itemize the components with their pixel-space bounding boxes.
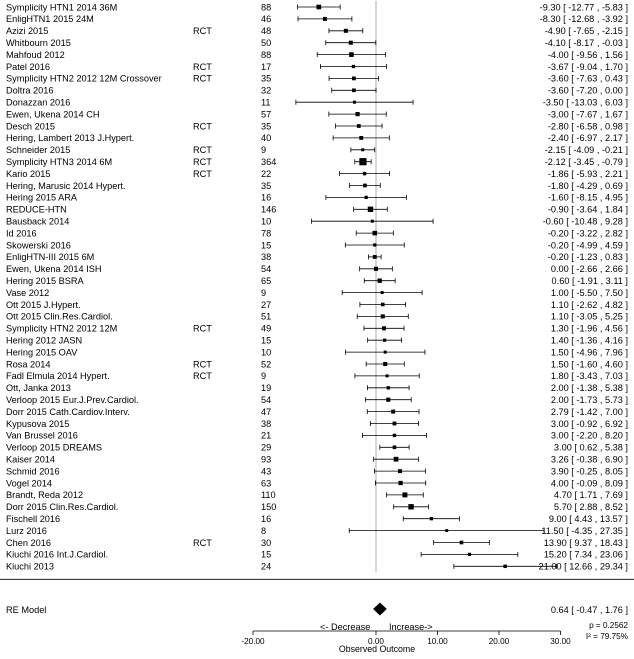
sample-size: 19 <box>261 383 272 394</box>
study-design: RCT <box>193 537 212 548</box>
sample-size: 38 <box>261 252 272 263</box>
point-estimate <box>349 41 353 45</box>
study-row <box>6 14 628 24</box>
study-row <box>6 98 628 108</box>
sample-size: 9 <box>261 371 267 382</box>
effect-ci-text: 3.26 [ -0.38 , 6.90 ] <box>550 454 628 465</box>
point-estimate <box>359 136 363 140</box>
study-row <box>6 347 628 357</box>
point-estimate <box>430 517 433 520</box>
effect-ci-text: -0.90 [ -3.64 , 1.84 ] <box>547 204 628 215</box>
point-estimate <box>352 65 355 68</box>
effect-ci-text: 0.60 [ -1.91 , 3.11 ] <box>551 276 628 286</box>
point-estimate <box>371 220 374 223</box>
point-estimate <box>393 445 397 449</box>
study-label: Schneider 2015 <box>6 145 71 156</box>
sample-size: 15 <box>261 335 272 346</box>
x-tick-label: 0.00 <box>368 637 384 646</box>
point-estimate <box>393 434 396 437</box>
study-row <box>6 466 628 476</box>
effect-ci-text: 2.00 [ -1.38 , 5.38 ] <box>550 383 628 394</box>
study-label: EnligHTN1 2015 24M <box>6 14 94 25</box>
study-label: Dorr 2015 Clin.Res.Cardiol. <box>6 502 119 513</box>
study-row <box>6 288 628 298</box>
x-tick-label: 30.00 <box>550 637 571 646</box>
study-row <box>6 502 628 512</box>
study-row <box>6 62 628 72</box>
study-label: Hering 2015 OAV <box>6 347 78 358</box>
study-label: EnligHTN-III 2015 6M <box>6 252 95 263</box>
effect-ci-text: -3.60 [ -7.63 , 0.43 ] <box>547 73 628 84</box>
study-label: Hering 2015 ARA <box>6 192 77 203</box>
point-estimate <box>378 279 382 283</box>
effect-ci-text: -3.50 [ -13.03 , 6.03 ] <box>542 97 628 108</box>
study-row <box>6 455 628 465</box>
study-row <box>6 526 628 536</box>
study-row <box>6 562 628 572</box>
effect-ci-text: -0.60 [ -10.48 , 9.28 ] <box>542 216 628 227</box>
effect-ci-text: -1.60 [ -8.15 , 4.95 ] <box>547 192 628 203</box>
study-label: Van Brussel 2016 <box>6 430 78 441</box>
sample-size: 40 <box>261 133 272 144</box>
point-estimate <box>352 77 356 81</box>
effect-ci-text: 21.00 [ 12.66 , 29.34 ] <box>538 561 628 572</box>
effect-ci-text: 5.70 [ 2.88 , 8.52 ] <box>553 502 628 513</box>
effect-ci-text: -1.86 [ -5.93 , 2.21 ] <box>547 168 628 179</box>
point-estimate <box>355 112 359 116</box>
study-label: Verloop 2015 Eur.J.Prev.Cardiol. <box>6 395 139 405</box>
point-estimate <box>381 291 384 294</box>
study-label: Kario 2015 <box>6 168 51 179</box>
effect-ci-text: 3.00 [ 0.62 , 5.38 ] <box>553 442 628 453</box>
sample-size: 88 <box>261 49 272 60</box>
effect-ci-text: 0.00 [ -2.66 , 2.66 ] <box>550 264 628 275</box>
effect-ci-text: -0.20 [ -4.99 , 4.59 ] <box>547 240 628 251</box>
point-estimate <box>359 158 366 165</box>
study-row <box>6 538 628 548</box>
study-row <box>6 514 628 524</box>
study-label: Ewen, Ukena 2014 CH <box>6 109 100 120</box>
study-row <box>6 252 628 262</box>
effect-ci-text: -8.30 [ -12.68 , -3.92 ] <box>539 14 628 25</box>
sample-size: 54 <box>261 264 272 275</box>
study-label: Patel 2016 <box>6 61 50 72</box>
effect-ci-text: 3.00 [ -0.92 , 6.92 ] <box>550 418 628 429</box>
effect-ci-text: 1.00 [ -5.50 , 7.50 ] <box>550 287 628 298</box>
point-estimate <box>398 481 402 485</box>
effect-ci-text: 4.00 [ -0.09 , 8.09 ] <box>550 478 628 489</box>
study-row <box>6 205 628 215</box>
study-row <box>6 157 628 167</box>
point-estimate <box>316 5 321 10</box>
sample-size: 9 <box>261 287 267 298</box>
effect-ci-text: -0.20 [ -1.23 , 0.83 ] <box>547 252 628 263</box>
point-estimate <box>384 351 387 354</box>
study-label: Skowerski 2016 <box>6 240 71 251</box>
study-label: Symplicity HTN2 2012 12M <box>6 323 118 334</box>
study-rows <box>0 1 634 579</box>
point-estimate <box>344 29 348 33</box>
direction-right-label: Increase-> <box>389 622 433 632</box>
study-row <box>6 312 628 322</box>
sample-size: 48 <box>261 26 272 37</box>
study-row <box>6 276 628 286</box>
study-row <box>6 2 628 12</box>
effect-ci-text: 1.80 [ -3.43 , 7.03 ] <box>550 371 628 382</box>
effect-ci-text: -2.12 [ -3.45 , -0.79 ] <box>544 157 628 167</box>
effect-ci-text: -9.30 [ -12.77 , -5.83 ] <box>539 2 628 13</box>
study-row <box>6 145 628 155</box>
sample-size: 16 <box>261 514 272 524</box>
study-label: Hering, Marusic 2014 Hypert. <box>6 180 126 191</box>
effect-ci-text: -2.15 [ -4.09 , -0.21 ] <box>544 145 628 156</box>
study-label: Fischell 2016 <box>6 514 61 524</box>
sample-size: 43 <box>261 466 272 477</box>
sample-size: 22 <box>261 168 272 179</box>
study-design: RCT <box>193 61 212 72</box>
study-row <box>6 443 628 453</box>
study-row <box>6 181 628 191</box>
point-estimate <box>381 303 385 307</box>
study-label: Bausback 2014 <box>6 216 70 227</box>
study-label: Kaiser 2014 <box>6 454 56 465</box>
study-design: RCT <box>193 26 212 37</box>
study-row <box>6 74 628 84</box>
study-label: Doltra 2016 <box>6 85 54 96</box>
x-tick-label: 10.00 <box>427 637 448 646</box>
point-estimate <box>357 124 361 128</box>
sample-size: 30 <box>261 537 272 548</box>
point-estimate <box>383 362 387 366</box>
sample-size: 29 <box>261 442 272 453</box>
sample-size: 24 <box>261 561 272 572</box>
point-estimate <box>349 52 354 57</box>
study-row <box>6 193 628 203</box>
sample-size: 35 <box>261 73 272 84</box>
study-row <box>6 490 628 500</box>
point-estimate <box>398 469 402 473</box>
point-estimate <box>468 553 471 556</box>
sample-size: 150 <box>261 502 277 513</box>
study-label: Kypusova 2015 <box>6 418 70 429</box>
effect-ci-text: 1.40 [ -1.36 , 4.16 ] <box>550 335 628 346</box>
study-row <box>6 86 628 96</box>
study-design: RCT <box>193 157 212 167</box>
study-label: Hering 2015 BSRA <box>6 276 84 286</box>
point-estimate <box>365 196 368 199</box>
study-row <box>6 431 628 441</box>
point-estimate <box>460 541 464 545</box>
sample-size: 9 <box>261 145 267 156</box>
sample-size: 8 <box>261 525 267 536</box>
effect-ci-text: -3.60 [ -7.20 , 0.00 ] <box>547 85 628 96</box>
sample-size: 54 <box>261 395 272 405</box>
summary-row <box>6 603 628 642</box>
study-design: RCT <box>193 168 212 179</box>
sample-size: 21 <box>261 430 272 441</box>
study-label: Azizi 2015 <box>6 26 49 37</box>
point-estimate <box>387 386 390 389</box>
study-design: RCT <box>193 121 212 132</box>
sample-size: 47 <box>261 406 272 417</box>
point-estimate <box>402 492 407 497</box>
study-label: Vase 2012 <box>6 287 50 298</box>
point-estimate <box>393 422 397 426</box>
x-tick-label: -20.00 <box>241 637 265 646</box>
study-row <box>6 240 628 250</box>
summary-diamond <box>373 603 387 616</box>
effect-ci-text: 11.50 [ -4.35 , 27.35 ] <box>541 525 628 536</box>
study-row <box>6 217 628 227</box>
study-label: Rosa 2014 <box>6 359 51 370</box>
study-row <box>6 324 628 334</box>
study-row <box>6 121 628 131</box>
point-estimate <box>408 504 413 509</box>
point-estimate <box>503 565 506 568</box>
point-estimate <box>353 101 356 104</box>
effect-ci-text: 2.79 [ -1.42 , 7.00 ] <box>550 406 628 417</box>
study-label: Ott 2015 J.Hypert. <box>6 299 81 310</box>
effect-ci-text: 9.00 [ 4.43 , 13.57 ] <box>548 514 628 524</box>
sample-size: 78 <box>261 228 272 239</box>
sample-size: 49 <box>261 323 272 334</box>
effect-ci-text: -4.00 [ -9.56 , 1.56 ] <box>547 49 628 60</box>
sample-size: 32 <box>261 85 272 96</box>
point-estimate <box>445 529 448 532</box>
effect-ci-text: 4.70 [ 1.71 , 7.69 ] <box>553 490 628 501</box>
study-label: Brandt, Reda 2012 <box>6 490 84 501</box>
sample-size: 35 <box>261 121 272 132</box>
sample-size: 10 <box>261 216 272 227</box>
effect-ci-text: 3.90 [ -0.25 , 8.05 ] <box>550 466 628 477</box>
study-label: Kiuchi 2016 Int.J.Cardiol. <box>6 549 109 560</box>
study-label: Kiuchi 2013 <box>6 561 55 572</box>
sample-size: 16 <box>261 192 272 203</box>
study-row <box>6 228 628 238</box>
effect-ci-text: 1.10 [ -3.05 , 5.25 ] <box>550 311 628 322</box>
study-row <box>6 169 628 179</box>
point-estimate <box>361 148 364 151</box>
study-row <box>6 371 628 381</box>
point-estimate <box>352 88 356 92</box>
sample-size: 46 <box>261 14 272 25</box>
study-design: RCT <box>193 359 212 370</box>
sample-size: 35 <box>261 180 272 191</box>
sample-size: 15 <box>261 240 272 251</box>
effect-ci-text: -3.00 [ -7.67 , 1.67 ] <box>547 109 628 120</box>
effect-ci-text: 3.00 [ -2.20 , 8.20 ] <box>550 430 628 441</box>
sample-size: 93 <box>261 454 272 465</box>
sample-size: 65 <box>261 276 272 286</box>
study-label: Lurz 2016 <box>6 525 47 536</box>
sample-size: 57 <box>261 109 272 120</box>
study-label: REDUCE-HTN <box>6 204 67 215</box>
study-label: Whitbourn 2015 <box>6 38 71 48</box>
x-tick-label: 20.00 <box>488 637 510 646</box>
study-row <box>6 407 628 417</box>
point-estimate <box>363 172 366 175</box>
study-label: Verloop 2015 DREAMS <box>6 442 103 453</box>
x-axis-title: Observed Outcome <box>338 644 416 654</box>
study-row <box>6 395 628 405</box>
study-label: Symplicity HTN3 2014 6M <box>6 157 113 167</box>
effect-ci-text: 2.00 [ -1.73 , 5.73 ] <box>550 395 628 405</box>
study-row <box>6 383 628 393</box>
study-label: Donazzan 2016 <box>6 97 71 108</box>
sample-size: 110 <box>261 490 276 501</box>
sample-size: 63 <box>261 478 272 489</box>
study-label: Ott 2015 Clin.Res.Cardiol. <box>6 311 113 322</box>
effect-ci-text: -2.40 [ -6.97 , 2.17 ] <box>547 133 628 144</box>
study-label: Ewen, Ukena 2014 ISH <box>6 264 102 275</box>
sample-size: 51 <box>261 311 272 322</box>
effect-ci-text: -1.80 [ -4.29 , 0.69 ] <box>547 180 628 191</box>
effect-ci-text: 1.50 [ -1.60 , 4.60 ] <box>550 359 628 370</box>
sample-size: 52 <box>261 359 272 370</box>
sample-size: 27 <box>261 299 272 310</box>
sample-size: 10 <box>261 347 272 358</box>
study-row <box>6 478 628 488</box>
study-row <box>6 109 628 119</box>
sample-size: 11 <box>261 97 271 108</box>
study-label: Desch 2015 <box>6 121 56 132</box>
point-estimate <box>391 410 395 414</box>
effect-ci-text: 13.90 [ 9.37 , 18.43 ] <box>543 537 628 548</box>
point-estimate <box>368 207 373 212</box>
study-label: Dorr 2015 Cath.Cardiov.Interv. <box>6 406 130 417</box>
study-label: Chen 2016 <box>6 537 51 548</box>
sample-size: 146 <box>261 204 277 215</box>
summary-label: RE Model <box>6 605 47 615</box>
study-row <box>6 50 628 60</box>
point-estimate <box>386 374 389 377</box>
study-label: Id 2016 <box>6 228 37 239</box>
point-estimate <box>383 339 386 342</box>
effect-ci-text: -2.80 [ -6.58 , 0.98 ] <box>547 121 628 132</box>
effect-ci-text: -4.10 [ -8.17 , -0.03 ] <box>544 38 628 48</box>
point-estimate <box>363 184 367 188</box>
study-row <box>6 26 628 36</box>
study-row <box>6 550 628 560</box>
study-row <box>6 336 628 346</box>
summary-i2: I² = 79.75% <box>585 632 628 641</box>
study-label: Schmid 2016 <box>6 466 60 477</box>
study-label: Vogel 2014 <box>6 478 52 489</box>
direction-left-label: <- Decrease <box>320 622 371 632</box>
study-row <box>6 359 628 369</box>
sample-size: 38 <box>261 418 272 429</box>
effect-ci-text: 1.30 [ -1.96 , 4.56 ] <box>550 323 628 334</box>
point-estimate <box>373 243 376 246</box>
sample-size: 17 <box>261 61 272 72</box>
point-estimate <box>374 267 378 271</box>
sample-size: 364 <box>261 157 277 167</box>
study-row <box>6 38 628 48</box>
study-design: RCT <box>193 371 212 382</box>
study-label: Symplicity HTN1 2014 36M <box>6 2 118 13</box>
sample-size: 50 <box>261 38 272 48</box>
study-label: Hering 2012 JASN <box>6 335 83 346</box>
point-estimate <box>382 326 386 330</box>
study-label: Hering, Lambert 2013 J.Hypert. <box>6 133 135 144</box>
study-design: RCT <box>193 73 212 84</box>
point-estimate <box>373 231 378 236</box>
study-label: Mahfoud 2012 <box>6 49 65 60</box>
point-estimate <box>386 398 390 402</box>
summary-p-value: p = 0.2562 <box>589 621 628 630</box>
study-row <box>6 133 628 143</box>
effect-ci-text: -4.90 [ -7.65 , -2.15 ] <box>544 26 628 37</box>
effect-ci-text: 15.20 [ 7.34 , 23.06 ] <box>543 549 628 560</box>
study-design: RCT <box>193 323 212 334</box>
effect-ci-text: -0.20 [ -3.22 , 2.82 ] <box>547 228 628 239</box>
effect-ci-text: -3.67 [ -9.04 , 1.70 ] <box>547 61 628 72</box>
study-row <box>6 419 628 429</box>
summary-ci-text: 0.64 [ -0.47 , 1.76 ] <box>550 605 628 615</box>
study-label: Ott, Janka 2013 <box>6 383 71 394</box>
effect-ci-text: 1.10 [ -2.62 , 4.82 ] <box>550 299 628 310</box>
point-estimate <box>323 17 327 21</box>
point-estimate <box>381 314 385 318</box>
study-row <box>6 300 628 310</box>
study-label: Symplicity HTN2 2012 12M Crossover <box>6 73 162 84</box>
sample-size: 15 <box>261 549 272 560</box>
sample-size: 88 <box>261 2 272 13</box>
point-estimate <box>394 457 399 462</box>
effect-ci-text: 1.50 [ -4.96 , 7.96 ] <box>550 347 628 358</box>
point-estimate <box>373 255 377 259</box>
study-row <box>6 264 628 274</box>
study-design: RCT <box>193 145 212 156</box>
study-label: Fadl Elmula 2014 Hypert. <box>6 371 110 382</box>
